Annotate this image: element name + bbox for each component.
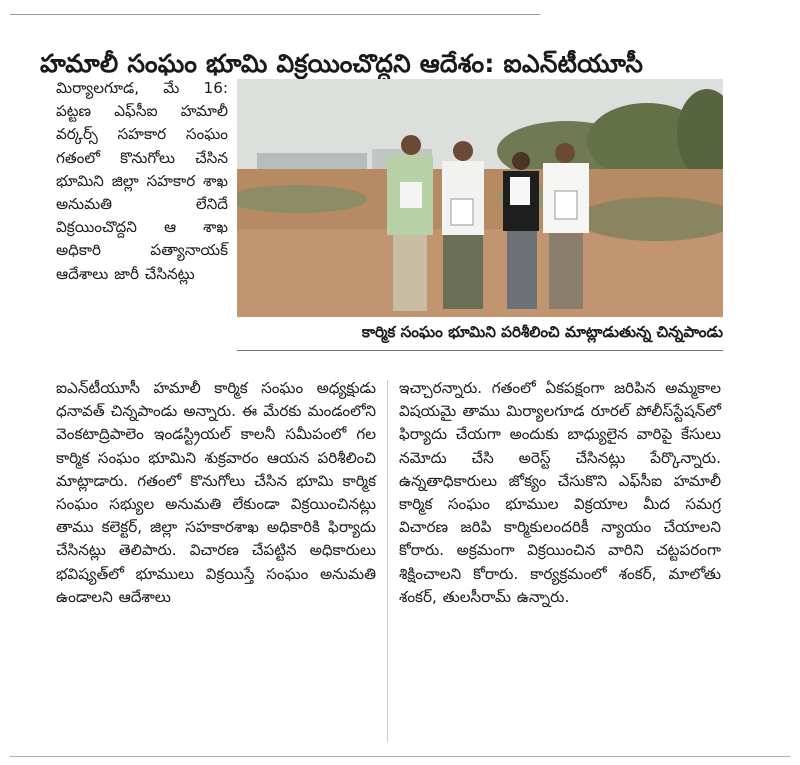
article-headline: హమాలీ సంఘం భూమి విక్రయించొద్దని ఆదేశం: ఐఎన్‌టీయూసీ — [40, 48, 644, 78]
caption-divider — [237, 350, 723, 351]
article-body-column-2: ఇచ్చారన్నారు. గతంలో ఏకపక్షంగా జరిపిన అమ్మకాల విషయమై తాము మిర్యాలగూడ రూరల్ పోలీస్‌స్టేషన్‌లో ఫిర్యాదు చేయగా అందుకు బాధ్యులైన వారిపై కేసులు నమోదు చేసి అరెస్ట్ చేసినట్లు పేర్కొన్నారు. ఉన్నతాధికారులు జోక్యం చేసుకొని ఎఫ్‌సీఐ హమాలీ కార్మిక సంఘం భూముల విక్రయాల మీద సమగ్ర విచారణ జరిపి కార్మికులందరికీ న్యాయం చేయాలని కోరారు. అక్రమంగా విక్రయించిన వారిని చట్టపరంగా శిక్షించాలని కోరారు. కార్యక్రమంలో శంకర్, మాలోతు శంకర్, తులసీరామ్ ఉన్నారు. — [399, 379, 721, 606]
top-divider — [10, 14, 540, 15]
bottom-divider — [10, 756, 790, 757]
person-4 — [543, 143, 589, 309]
article-body-column-1-top: మిర్యాలగూడ, మే 16: పట్టణ ఎఫ్‌సీఐ హమాలీ వర్కర్స్ సహకార సంఘం గతంలో కొనుగోలు చేసిన భూమిని జిల్లా సహకార శాఖ అనుమతి లేనిదే విక్రయించొద్దని ఆ శాఖ అధికారి పత్యానాయక్ ఆదేశాలు జారీ చేసినట్లు — [56, 79, 228, 283]
person-2 — [442, 141, 484, 309]
news-photo — [237, 79, 723, 317]
column-divider — [387, 380, 388, 742]
photo-caption: కార్మిక సంఘం భూమిని పరిశీలించి మాట్లాడుతున్న చిన్నపాండు — [361, 323, 723, 341]
person-3 — [503, 152, 539, 309]
photo-of-four-men-holding-papers — [237, 79, 723, 317]
person-1 — [387, 135, 433, 311]
article-body-column-1: ఐఎన్‌టీయూసీ హమాలీ కార్మిక సంఘం అధ్యక్షుడు ధనావత్ చిన్నపాండు అన్నారు. ఈ మేరకు మండంలోని వెంకటాద్రిపాలెం ఇండస్ట్రియల్ కాలనీ సమీపంలో గల కార్మిక సంఘం భూమిని శుక్రవారం ఆయన పరిశీలించి మాట్లాడారు. గతంలో కొనుగోలు చేసిన భూమి కార్మిక సంఘం సభ్యుల అనుమతి లేకుండా విక్రయించినట్లు తాము కలెక్టర్, జిల్లా సహకారశాఖ అధికారికి ఫిర్యాదు చేసినట్లు తెలిపారు. విచారణ చేపట్టిన అధికారులు భవిష్యత్‌లో భూములు విక్రయిస్తే సంఘం అనుమతి ఉండాలని ఆదేశాలు — [56, 379, 376, 606]
